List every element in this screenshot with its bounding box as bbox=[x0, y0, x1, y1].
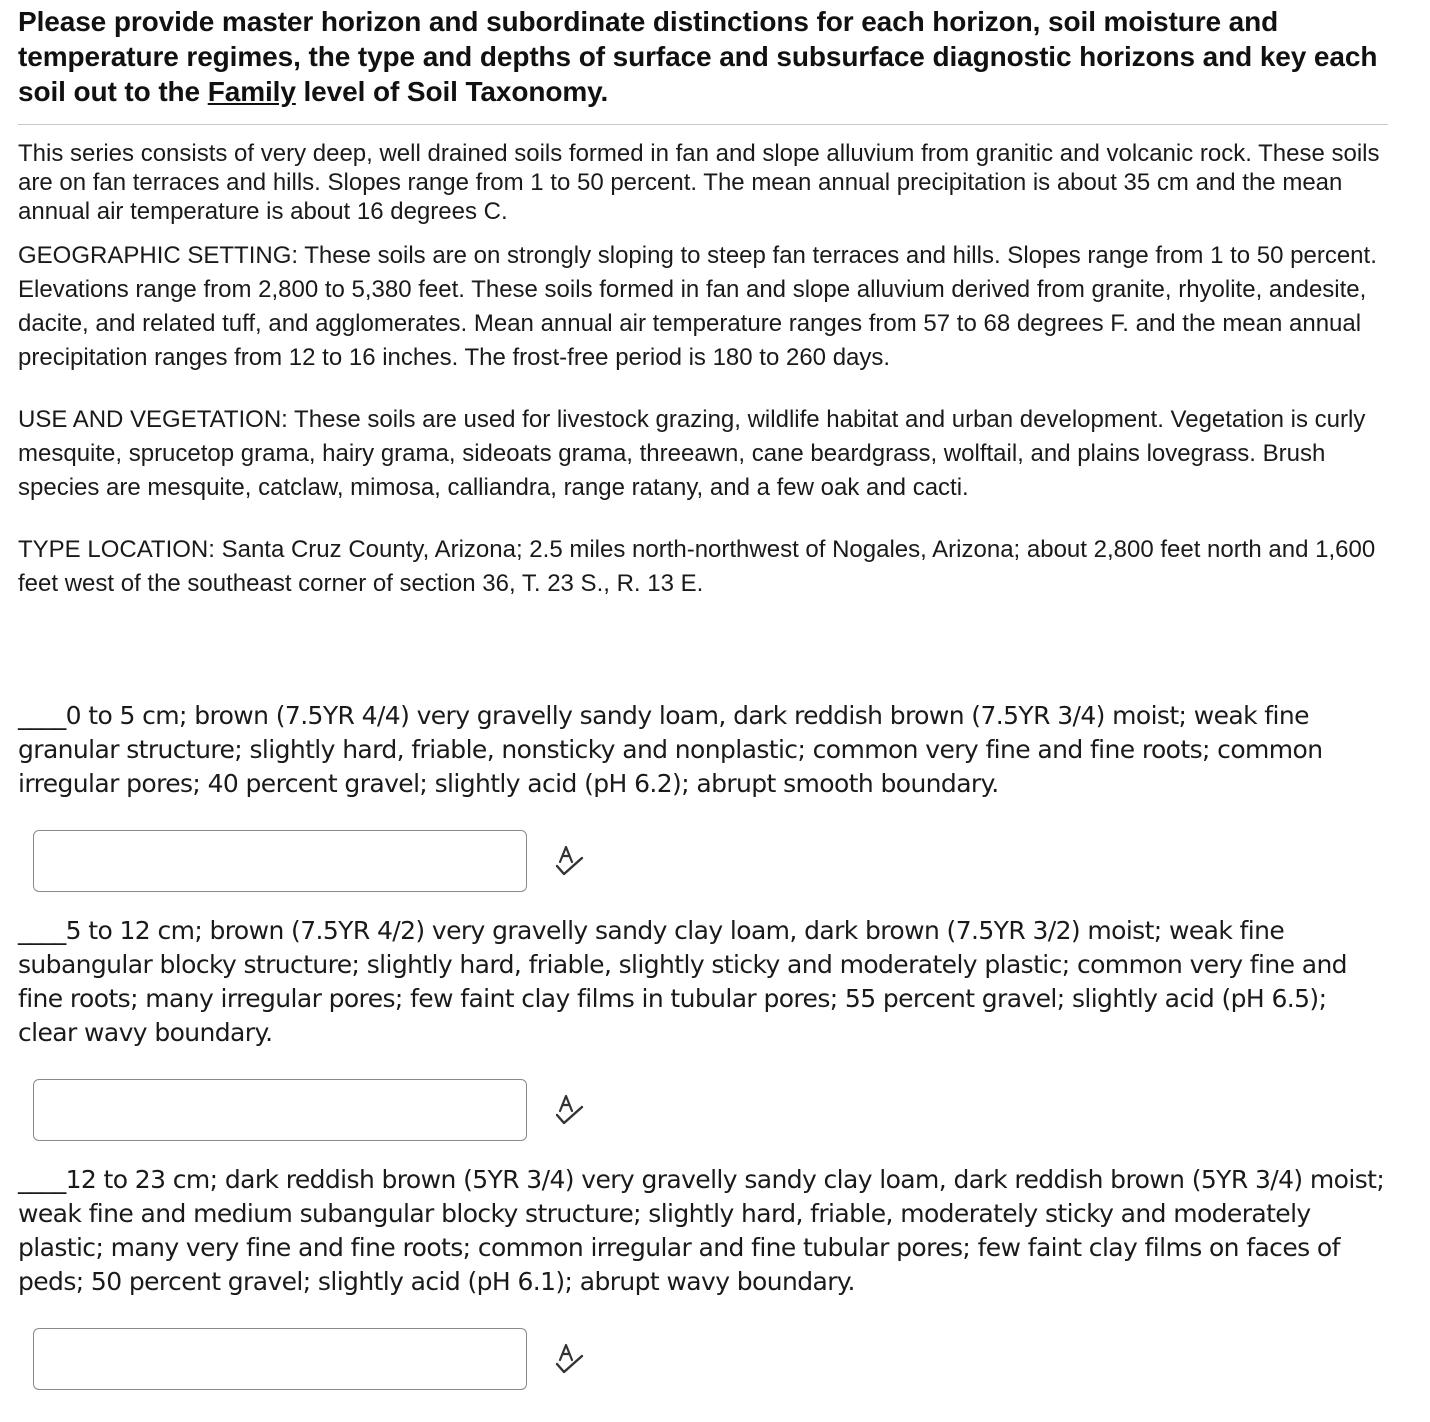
family-underlined-term: Family bbox=[207, 76, 296, 107]
title-divider bbox=[18, 124, 1388, 125]
spellcheck-icon[interactable] bbox=[554, 844, 586, 878]
horizon-answer-input-2[interactable] bbox=[33, 1079, 527, 1141]
horizon-answer-input-1[interactable] bbox=[33, 830, 527, 892]
type-location: TYPE LOCATION: Santa Cruz County, Arizona; 2.5 miles north-northwest of Nogales, Arizona; about 2,800 feet north and 1,600 feet west of the southeast corner of section 36, T. 23 S., R. 13 E. bbox=[18, 536, 1376, 597]
question-title-text: Please provide master horizon and subordinate distinctions for each horizon, soil moisture and temperature regimes, the type and depths of surface and subsurface diagnostic horizons and key each soil out to the bbox=[18, 6, 1378, 107]
question-title-end: level of Soil Taxonomy. bbox=[295, 76, 609, 107]
horizon-answer-input-3[interactable] bbox=[33, 1328, 527, 1390]
horizon-description-1: ____0 to 5 cm; brown (7.5YR 4/4) very gravelly sandy loam, dark reddish brown (7.5YR 3/4) moist; weak fine granular structure; slightly hard, friable, nonsticky and nonplastic; common very fine and fine roots; common irregular pores; 40 percent gravel; slightly acid (pH 6.2); abrupt smooth boundary. bbox=[18, 701, 1323, 798]
use-and-vegetation: USE AND VEGETATION: These soils are used for livestock grazing, wildlife habitat and urban development. Vegetation is curly mesquite, sprucetop grama, hairy grama, sideoats grama, threeawn, cane beardgrass, wolftail, and plains lovegrass. Brush species are mesquite, catclaw, mimosa, calliandra, range ratany, and a few oak and cacti. bbox=[18, 406, 1366, 501]
series-description: This series consists of very deep, well drained soils formed in fan and slope alluvium from granitic and volcanic rock. These soils are on fan terraces and hills. Slopes range from 1 to 50 percent. The mean annual precipitation is about 35 cm and the mean annual air temperature is about 16 degrees C. bbox=[18, 140, 1380, 225]
question-title bbox=[18, 4, 1390, 109]
horizon-description-3: ____12 to 23 cm; dark reddish brown (5YR 3/4) very gravelly sandy clay loam, dark reddish brown (5YR 3/4) moist; weak fine and medium subangular blocky structure; slightly hard, friable, moderately sticky and moderately plastic; many very fine and fine roots; common irregular and fine tubular pores; few faint clay films on faces of peds; 50 percent gravel; slightly acid (pH 6.1); abrupt wavy boundary. bbox=[18, 1165, 1385, 1296]
answer-row-3 bbox=[18, 1328, 1390, 1390]
question-page bbox=[18, 0, 1390, 1390]
answer-row-2 bbox=[18, 1079, 1390, 1141]
spellcheck-icon[interactable] bbox=[554, 1093, 586, 1127]
answer-row-1 bbox=[18, 830, 1390, 892]
geographic-setting: GEOGRAPHIC SETTING: These soils are on strongly sloping to steep fan terraces and hills. Slopes range from 1 to 50 percent. Elevations range from 2,800 to 5,380 feet. These soils formed in fan and slope alluvium derived from granite, rhyolite, andesite, dacite, and related tuff, and agglomerates. Mean annual air temperature ranges from 57 to 68 degrees F. and the mean annual precipitation ranges from 12 to 16 inches. The frost-free period is 180 to 260 days. bbox=[18, 242, 1377, 371]
horizon-description-2: ____5 to 12 cm; brown (7.5YR 4/2) very gravelly sandy clay loam, dark brown (7.5YR 3/2) moist; weak fine subangular blocky structure; slightly hard, friable, slightly sticky and moderately plastic; common very fine and fine roots; many irregular pores; few faint clay films in tubular pores; 55 percent gravel; slightly acid (pH 6.5); clear wavy boundary. bbox=[18, 916, 1347, 1047]
spellcheck-icon[interactable] bbox=[554, 1342, 586, 1376]
